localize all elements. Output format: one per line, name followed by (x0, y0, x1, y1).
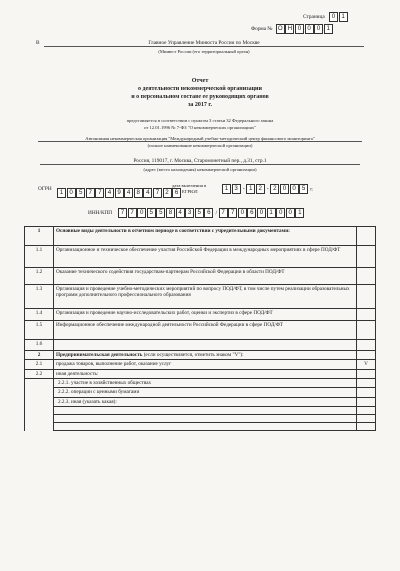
date-digit: 2 (270, 184, 279, 194)
title-line: и о персональном составе ее руководящих органов (131, 94, 269, 100)
kpp-digit: 0 (276, 208, 285, 218)
form-code-char: 0 (305, 24, 314, 34)
table-row (25, 285, 376, 309)
row-text: Основные виды деятельности в отчетном периоде в соответствии с учредительными документами: (54, 227, 357, 246)
inn-kpp-label: ИНН/КПП (88, 210, 113, 216)
empty-cell (25, 423, 54, 431)
report-title (40, 77, 360, 109)
row-number: 2 (25, 351, 54, 360)
row-check-mark (357, 351, 376, 360)
registration-date-label (172, 183, 206, 195)
basis-line: представляется в соответствии с пунктом 3 статьи 32 Федерального закона (126, 118, 274, 123)
inn-digit: 7 (128, 208, 137, 218)
basis-line: от 12.01.1996 № 7-ФЗ "О некоммерческих организациях" (144, 125, 256, 130)
date-digit: 2 (256, 184, 265, 194)
page-digit: 1 (339, 12, 348, 22)
row-text-emphasis: Предпринимательская деятельность (56, 352, 143, 358)
row-text (54, 340, 357, 351)
row-check-mark (357, 379, 376, 388)
activities-table-grid (24, 226, 376, 431)
row-text: Организация и проведение научно-исследовательских работ, оценки и экспертиз в сфере ПОД/ФТ (54, 309, 357, 321)
row-text: Информационное обеспечение международной деятельности Российской Федерации в сфере ПОД/ФТ (54, 321, 357, 340)
empty-row (25, 407, 376, 415)
table-row (25, 388, 376, 397)
row-number: 1.6 (25, 340, 54, 351)
kpp-digit: 6 (247, 208, 256, 218)
table-row (25, 397, 376, 406)
form-code-char: 0 (295, 24, 304, 34)
row-check-mark: V (357, 360, 376, 369)
organization-name: Автономная некоммерческая организация "Международный учебно-методический центр финансового мониторинга" (38, 136, 362, 142)
row-check-mark (357, 309, 376, 321)
date-digit: 5 (299, 184, 308, 194)
empty-row (25, 423, 376, 431)
inn-digit: 4 (176, 208, 185, 218)
empty-cell (357, 423, 376, 431)
date-digit: 3 (232, 184, 241, 194)
ogrn-digit: 4 (143, 188, 152, 198)
row-text: 2.2.1. участие в хозяйственных обществах (54, 379, 357, 388)
kpp-digit: 0 (286, 208, 295, 218)
inn-kpp-separator: / (215, 210, 218, 217)
table-row (25, 351, 376, 360)
empty-cell (25, 415, 54, 423)
inn-digit: 0 (137, 208, 146, 218)
registration-date (222, 184, 313, 194)
date-label-line: дата включения в (172, 183, 207, 188)
row-number: 1.1 (25, 246, 54, 268)
row-number: 1.4 (25, 309, 54, 321)
table-row (25, 369, 376, 378)
row-check-mark (357, 340, 376, 351)
row-check-mark (357, 321, 376, 340)
page-number-block (303, 12, 348, 22)
form-code-char: 1 (324, 24, 333, 34)
kpp-digit: 1 (295, 208, 304, 218)
row-text: иная деятельность: (54, 369, 357, 378)
page-label: Страница (303, 14, 325, 21)
table-row (25, 379, 376, 388)
inn-digit: 3 (185, 208, 194, 218)
ogrn-digit: 8 (134, 188, 143, 198)
row-check-mark (357, 369, 376, 378)
row-number: 2.1 (25, 360, 54, 369)
title-line: о деятельности некоммерческой организации (138, 86, 262, 92)
row-text: Предпринимательская деятельность (если осуществляется, отметить знаком "V"): (54, 351, 357, 360)
row-check-mark (357, 227, 376, 246)
address-caption: (адрес (место нахождения) некоммерческой организации) (143, 167, 257, 172)
ogrn-digit: 0 (67, 188, 76, 198)
empty-cell (357, 415, 376, 423)
table-row (25, 321, 376, 340)
date-digit: 1 (222, 184, 231, 194)
date-label-line: ЕГРЮЛ (182, 189, 198, 194)
inn-kpp-digits (118, 208, 305, 218)
row-text: 2.2.2. операции с ценными бумагами (54, 388, 357, 397)
date-digit: 0 (280, 184, 289, 194)
kpp-digit: 7 (228, 208, 237, 218)
inn-digit: 8 (166, 208, 175, 218)
row-check-mark (357, 388, 376, 397)
ogrn-digit: 6 (172, 188, 181, 198)
form-code-char: 0 (314, 24, 323, 34)
activities-table (24, 226, 376, 431)
ogrn-digit: 2 (163, 188, 172, 198)
row-check-mark (357, 246, 376, 268)
row-text: 2.2.3. иная (указать какая): (54, 397, 357, 406)
empty-cell (54, 415, 357, 423)
kpp-digit: 7 (219, 208, 228, 218)
ogrn-digit: 5 (76, 188, 85, 198)
addressee-name: Главное Управление Минюста России по Москве (44, 40, 364, 47)
inn-digit: 5 (156, 208, 165, 218)
empty-cell (54, 407, 357, 415)
organization-caption: (полное наименование некоммерческой организации) (147, 143, 253, 148)
form-code-char: О (276, 24, 285, 34)
empty-row (25, 415, 376, 423)
form-code-char: Н (285, 24, 294, 34)
table-row (25, 340, 376, 351)
table-row (25, 268, 376, 285)
table-row (25, 246, 376, 268)
date-separator: - (266, 186, 269, 193)
row-text: продажа товаров, выполнение работ, оказание услуг (54, 360, 357, 369)
row-number: 2.2 (25, 369, 54, 378)
row-number: 1.5 (25, 321, 54, 340)
ogrn-digits (57, 184, 182, 202)
title-line: Отчет (191, 78, 209, 84)
row-text: Организация и проведение учебно-методических мероприятий по вопросу ПОД/ФТ, в том числе путем реализации образовательных программ дополнительного профессионального образования (54, 285, 357, 309)
title-line: за 2017 г. (188, 102, 212, 108)
table-row (25, 309, 376, 321)
ogrn-digit: 1 (57, 188, 66, 198)
form-label: Форма № (251, 26, 273, 33)
kpp-digit: 0 (238, 208, 247, 218)
ogrn-label: ОГРН (38, 186, 52, 192)
empty-cell (25, 407, 54, 415)
row-number: 1.2 (25, 268, 54, 285)
empty-cell (357, 407, 376, 415)
row-number (25, 388, 54, 397)
date-digit: 0 (290, 184, 299, 194)
ogrn-digit: 7 (95, 188, 104, 198)
empty-cell (54, 423, 357, 431)
ogrn-digit: 7 (86, 188, 95, 198)
inn-digit: 5 (147, 208, 156, 218)
ogrn-digit: 4 (105, 188, 114, 198)
row-number: 1 (25, 227, 54, 246)
legal-basis (40, 117, 360, 131)
year-suffix: г. (310, 186, 314, 193)
row-check-mark (357, 397, 376, 406)
row-check-mark (357, 268, 376, 285)
page-digit: 0 (329, 12, 338, 22)
row-number (25, 379, 54, 388)
organization-address: Россия, 119017, г. Москва, Старомонетный пер., д.31, стр.1 (40, 158, 360, 165)
inn-digit: 5 (195, 208, 204, 218)
ogrn-digit: 7 (153, 188, 162, 198)
ogrn-digit: 4 (124, 188, 133, 198)
table-row (25, 227, 376, 246)
addressee-caption: (Минюст России (его территориальный орган) (158, 49, 250, 54)
table-row (25, 360, 376, 369)
row-check-mark (357, 285, 376, 309)
addressee-prefix: В (36, 40, 40, 46)
date-digit: 1 (246, 184, 255, 194)
form-number-block (251, 24, 333, 34)
kpp-digit: 0 (257, 208, 266, 218)
row-number: 1.3 (25, 285, 54, 309)
inn-digit: 7 (118, 208, 127, 218)
kpp-digit: 1 (267, 208, 276, 218)
ogrn-digit: 9 (115, 188, 124, 198)
row-text: Оказание технического содействия государствам-партнерам Российской Федерации в области ПОД/ФТ (54, 268, 357, 285)
row-number (25, 397, 54, 406)
date-separator: - (242, 186, 245, 193)
row-text: Организационное и техническое обеспечение участия Российской Федерации в международных мероприятиях в сфере ПОД/ФТ (54, 246, 357, 268)
inn-digit: 6 (204, 208, 213, 218)
